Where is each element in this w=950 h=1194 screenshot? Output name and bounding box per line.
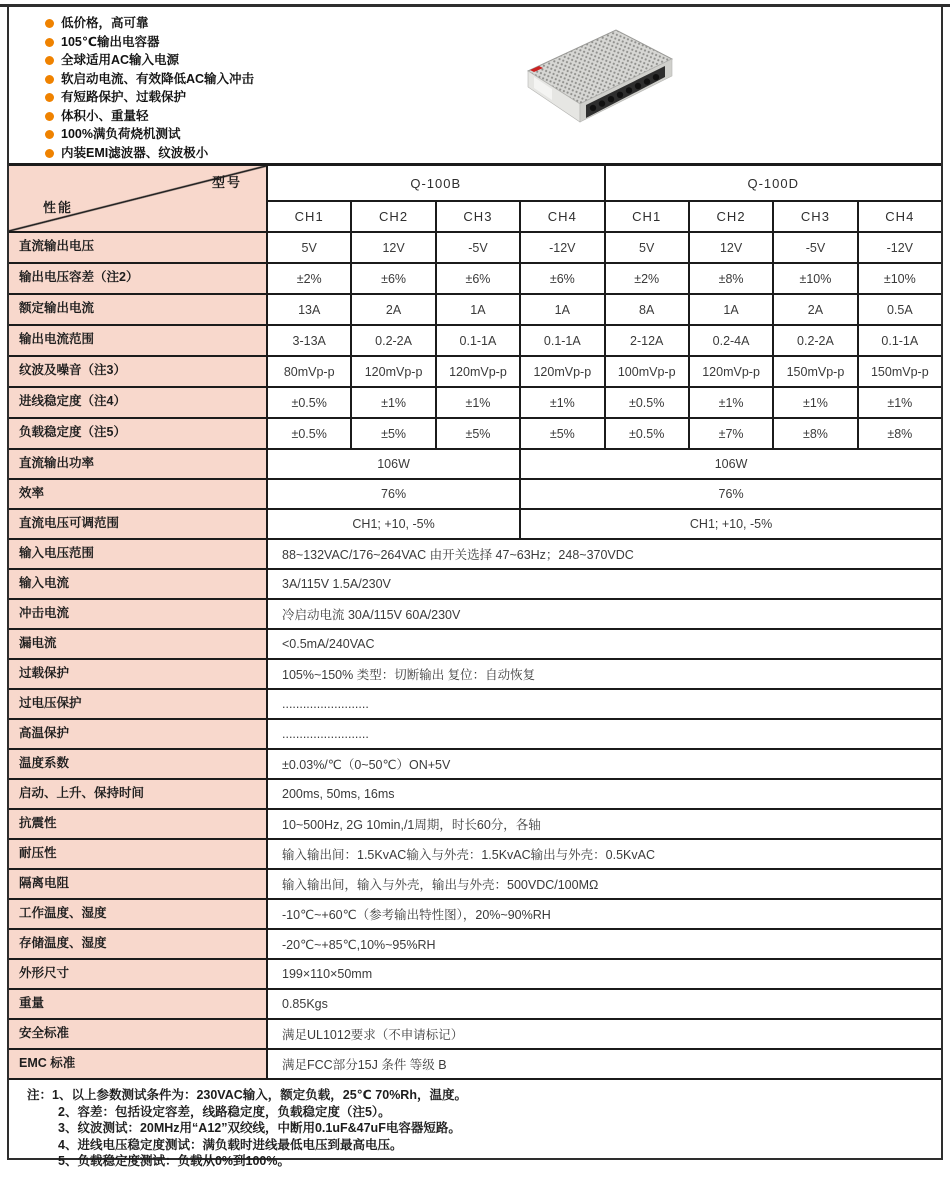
bullet-icon bbox=[45, 149, 54, 158]
spec-value: ±5% bbox=[437, 419, 519, 448]
spec-value: 0.5A bbox=[859, 295, 941, 324]
note-line: 5、负载稳定度测试：负载从0%到100%。 bbox=[58, 1154, 290, 1168]
features-section bbox=[9, 7, 941, 163]
spec-value: ±1% bbox=[859, 388, 941, 417]
spec-value: CH1; +10, -5% bbox=[521, 510, 941, 538]
spec-value: ±5% bbox=[352, 419, 434, 448]
spec-value: ±1% bbox=[437, 388, 519, 417]
row-label: 输出电压容差（注2） bbox=[9, 264, 266, 293]
spec-value: 0.1-1A bbox=[521, 326, 603, 355]
product-photo bbox=[514, 17, 682, 150]
bullet-icon bbox=[45, 75, 54, 84]
spec-value: 0.2-2A bbox=[352, 326, 434, 355]
feature-item bbox=[45, 110, 941, 124]
feature-item bbox=[45, 73, 941, 87]
spec-table bbox=[9, 163, 941, 1078]
spec-value: 120mVp-p bbox=[521, 357, 603, 386]
row-label: 工作温度、湿度 bbox=[9, 900, 266, 928]
spec-value: ±10% bbox=[859, 264, 941, 293]
spec-value: 0.1-1A bbox=[859, 326, 941, 355]
content-frame bbox=[7, 7, 943, 1168]
row-label: 漏电流 bbox=[9, 630, 266, 658]
feature-item bbox=[45, 147, 941, 161]
spec-value: 1A bbox=[521, 295, 603, 324]
spec-value: 输入输出间：1.5KvAC输入与外壳：1.5KvAC输出与外壳：0.5KvAC bbox=[268, 840, 941, 868]
row-label: 启动、上升、保持时间 bbox=[9, 780, 266, 808]
spec-value: ±0.5% bbox=[606, 419, 688, 448]
note-line: 3、纹波测试：20MHz用“A12”双绞线，中断用0.1uF&47uF电容器短路。 bbox=[58, 1121, 461, 1135]
spec-value: ±0.5% bbox=[268, 419, 350, 448]
bullet-icon bbox=[45, 56, 54, 65]
spec-value: ±6% bbox=[437, 264, 519, 293]
spec-value: 3A/115V 1.5A/230V bbox=[268, 570, 941, 598]
spec-value: ±2% bbox=[606, 264, 688, 293]
channel-header: CH3 bbox=[437, 202, 519, 231]
spec-value: 76% bbox=[521, 480, 941, 508]
bullet-icon bbox=[45, 19, 54, 28]
note-line: 4、进线电压稳定度测试：满负载时进线最低电压到最高电压。 bbox=[58, 1137, 403, 1152]
note-line: 注：1、以上参数测试条件为：230VAC输入，额定负载，25℃ 70%Rh，温度。 bbox=[27, 1088, 467, 1102]
feature-text: 100%满负荷烧机测试 bbox=[61, 127, 181, 141]
spec-value: 满足FCC部分15J 条件 等级 B bbox=[268, 1050, 941, 1078]
spec-value: 0.2-2A bbox=[774, 326, 856, 355]
row-label: 效率 bbox=[9, 480, 266, 508]
spec-value: ±1% bbox=[352, 388, 434, 417]
spec-value: 2-12A bbox=[606, 326, 688, 355]
channel-header: CH2 bbox=[352, 202, 434, 231]
spec-value: 120mVp-p bbox=[690, 357, 772, 386]
bullet-icon bbox=[45, 38, 54, 47]
row-label: 输入电流 bbox=[9, 570, 266, 598]
feature-text: 105℃输出电容器 bbox=[61, 34, 160, 49]
spec-value: ±8% bbox=[859, 419, 941, 448]
features-list bbox=[9, 7, 941, 160]
spec-value: ±1% bbox=[774, 388, 856, 417]
spec-value: ±1% bbox=[690, 388, 772, 417]
spec-value: 120mVp-p bbox=[352, 357, 434, 386]
spec-value: 88~132VAC/176~264VAC 由开关选择 47~63Hz；248~370VDC bbox=[268, 540, 941, 568]
spec-value: 满足UL1012要求（不申请标记） bbox=[268, 1020, 941, 1048]
spec-value: 106W bbox=[268, 450, 519, 478]
spec-value: 199×110×50mm bbox=[268, 960, 941, 988]
spec-value: 0.1-1A bbox=[437, 326, 519, 355]
spec-value: 8A bbox=[606, 295, 688, 324]
row-label: 纹波及噪音（注3） bbox=[9, 357, 266, 386]
row-label: 直流输出电压 bbox=[9, 233, 266, 262]
spec-value: -12V bbox=[859, 233, 941, 262]
row-label: 抗震性 bbox=[9, 810, 266, 838]
notes-list bbox=[27, 1087, 929, 1170]
spec-value: ±5% bbox=[521, 419, 603, 448]
spec-value: ±6% bbox=[352, 264, 434, 293]
spec-value: 100mVp-p bbox=[606, 357, 688, 386]
feature-item bbox=[45, 17, 941, 31]
spec-value: -5V bbox=[774, 233, 856, 262]
spec-value: 13A bbox=[268, 295, 350, 324]
spec-value: 1A bbox=[437, 295, 519, 324]
spec-value: ±6% bbox=[521, 264, 603, 293]
row-label: 输出电流范围 bbox=[9, 326, 266, 355]
spec-value: 0.85Kgs bbox=[268, 990, 941, 1018]
spec-value: ±7% bbox=[690, 419, 772, 448]
channel-header: CH1 bbox=[606, 202, 688, 231]
spec-value: 150mVp-p bbox=[859, 357, 941, 386]
spec-value: ±2% bbox=[268, 264, 350, 293]
spec-value: ......................... bbox=[268, 690, 941, 718]
spec-value: <0.5mA/240VAC bbox=[268, 630, 941, 658]
channel-header: CH2 bbox=[690, 202, 772, 231]
spec-value: 12V bbox=[690, 233, 772, 262]
row-label: 隔离电阻 bbox=[9, 870, 266, 898]
bullet-icon bbox=[45, 130, 54, 139]
corner-header-cell bbox=[9, 166, 266, 231]
feature-text: 软启动电流、有效降低AC输入冲击 bbox=[61, 71, 255, 86]
spec-value: -5V bbox=[437, 233, 519, 262]
spec-value: 冷启动电流 30A/115V 60A/230V bbox=[268, 600, 941, 628]
feature-text: 低价格，高可靠 bbox=[61, 16, 149, 30]
spec-value: 80mVp-p bbox=[268, 357, 350, 386]
spec-value: ±0.5% bbox=[606, 388, 688, 417]
spec-value: 输入输出间，输入与外壳，输出与外壳：500VDC/100MΩ bbox=[268, 870, 941, 898]
spec-value: 1A bbox=[690, 295, 772, 324]
spec-value: 105%~150% 类型：切断输出 复位：自动恢复 bbox=[268, 660, 941, 688]
bullet-icon bbox=[45, 112, 54, 121]
spec-value: ......................... bbox=[268, 720, 941, 748]
channel-header: CH1 bbox=[268, 202, 350, 231]
spec-value: 120mVp-p bbox=[437, 357, 519, 386]
feature-item bbox=[45, 36, 941, 50]
channel-header: CH4 bbox=[859, 202, 941, 231]
channel-header: CH3 bbox=[774, 202, 856, 231]
spec-value: 5V bbox=[606, 233, 688, 262]
spec-value: 2A bbox=[774, 295, 856, 324]
spec-value: -10℃~+60℃（参考输出特性图），20%~90%RH bbox=[268, 900, 941, 928]
row-label: 存储温度、湿度 bbox=[9, 930, 266, 958]
spec-value: 0.2-4A bbox=[690, 326, 772, 355]
spec-value: ±10% bbox=[774, 264, 856, 293]
row-label: 进线稳定度（注4） bbox=[9, 388, 266, 417]
row-label: 额定输出电流 bbox=[9, 295, 266, 324]
spec-value: CH1; +10, -5% bbox=[268, 510, 519, 538]
row-label: 直流输出功率 bbox=[9, 450, 266, 478]
spec-value: ±8% bbox=[690, 264, 772, 293]
spec-value: -12V bbox=[521, 233, 603, 262]
feature-text: 内装EMI滤波器、纹波极小 bbox=[61, 145, 209, 160]
row-label: 温度系数 bbox=[9, 750, 266, 778]
feature-text: 有短路保护、过载保护 bbox=[61, 90, 187, 104]
bullet-icon bbox=[45, 93, 54, 102]
row-label: 外形尺寸 bbox=[9, 960, 266, 988]
row-label: 过载保护 bbox=[9, 660, 266, 688]
spec-value: 12V bbox=[352, 233, 434, 262]
spec-value: ±8% bbox=[774, 419, 856, 448]
spec-value: 5V bbox=[268, 233, 350, 262]
spec-value: ±0.03%/℃（0~50℃）ON+5V bbox=[268, 750, 941, 778]
feature-item bbox=[45, 128, 941, 142]
row-label: 冲击电流 bbox=[9, 600, 266, 628]
spec-value: -20℃~+85℃,10%~95%RH bbox=[268, 930, 941, 958]
spec-value: 106W bbox=[521, 450, 941, 478]
note-line: 2、容差：包括设定容差，线路稳定度，负载稳定度（注5）。 bbox=[58, 1104, 391, 1119]
spec-value: 150mVp-p bbox=[774, 357, 856, 386]
row-label: 直流电压可调范围 bbox=[9, 510, 266, 538]
row-label: 重量 bbox=[9, 990, 266, 1018]
row-label: 高温保护 bbox=[9, 720, 266, 748]
row-label: 耐压性 bbox=[9, 840, 266, 868]
power-supply-image bbox=[514, 17, 682, 145]
spec-value: 76% bbox=[268, 480, 519, 508]
spec-value: 2A bbox=[352, 295, 434, 324]
model-header: Q-100D bbox=[606, 166, 942, 200]
spec-value: 3-13A bbox=[268, 326, 350, 355]
feature-text: 全球适用AC输入电源 bbox=[61, 53, 180, 67]
notes-section bbox=[9, 1078, 941, 1168]
row-label: 过电压保护 bbox=[9, 690, 266, 718]
channel-header: CH4 bbox=[521, 202, 603, 231]
row-label: 输入电压范围 bbox=[9, 540, 266, 568]
row-label: 负载稳定度（注5） bbox=[9, 419, 266, 448]
feature-text: 体积小、重量轻 bbox=[61, 108, 149, 123]
performance-axis-label: 性能 bbox=[43, 200, 74, 215]
feature-item bbox=[45, 91, 941, 105]
spec-value: ±1% bbox=[521, 388, 603, 417]
row-label: 安全标准 bbox=[9, 1020, 266, 1048]
spec-value: 200ms, 50ms, 16ms bbox=[268, 780, 941, 808]
feature-item bbox=[45, 54, 941, 68]
row-label: EMC 标准 bbox=[9, 1050, 266, 1078]
spec-value: 10~500Hz, 2G 10min,/1周期，时长60分，各轴 bbox=[268, 810, 941, 838]
spec-value: ±0.5% bbox=[268, 388, 350, 417]
model-axis-label: 型号 bbox=[211, 175, 242, 190]
model-header: Q-100B bbox=[268, 166, 604, 200]
